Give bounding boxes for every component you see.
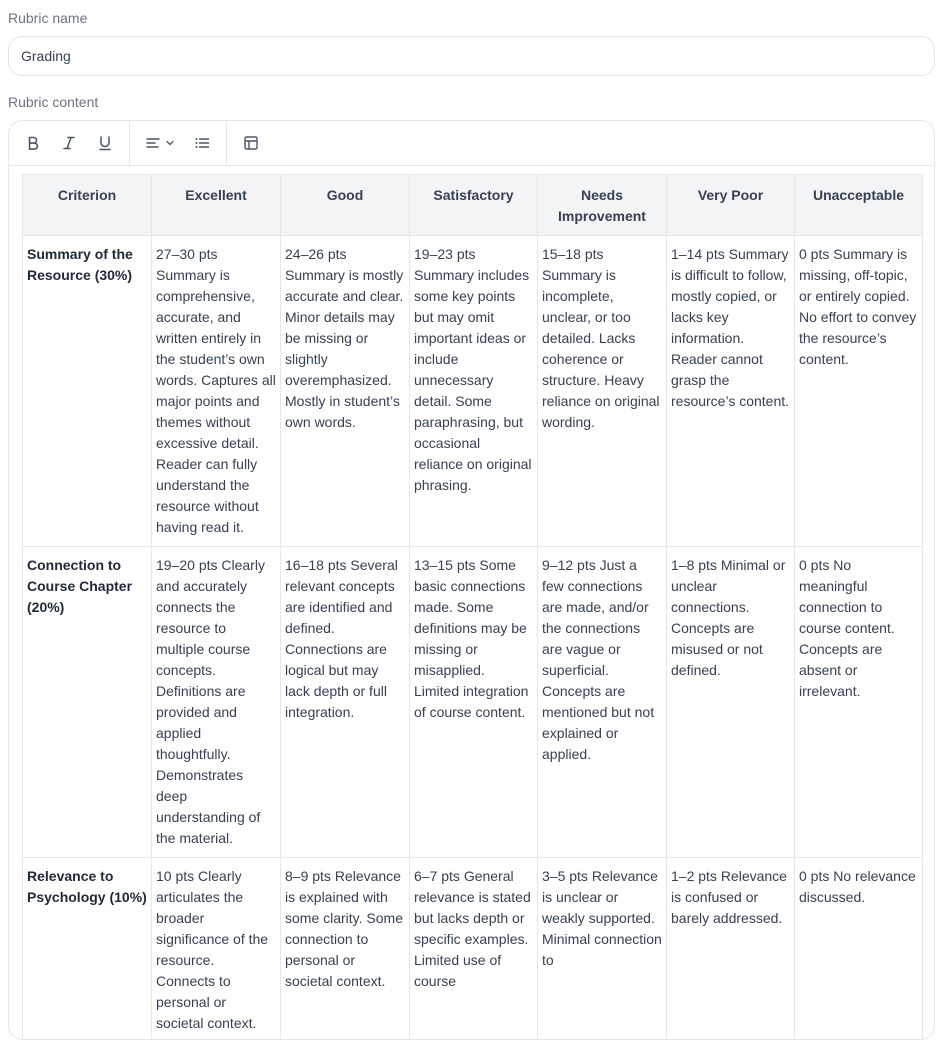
column-header[interactable]: Excellent (152, 175, 281, 236)
bold-button[interactable] (16, 128, 50, 158)
table-cell[interactable]: 0 pts No meaningful connection to course content. Concepts are absent or irrelevant. (795, 547, 923, 858)
table-cell[interactable]: 6–7 pts General relevance is stated but lacks depth or specific examples. Limited use of course (410, 858, 538, 1040)
list-icon (194, 135, 210, 151)
table-cell[interactable]: 8–9 pts Relevance is explained with some clarity. Some connection to personal or societal context. (281, 858, 410, 1040)
table-icon (243, 135, 259, 151)
table-cell[interactable]: 19–23 pts Summary includes some key points but may omit important ideas or include unnecessary detail. Some paraphrasing, but occasional reliance on original phrasing. (410, 236, 538, 547)
table-row (23, 236, 923, 547)
chevron-down-icon (165, 138, 175, 148)
align-dropdown-button[interactable] (137, 128, 183, 158)
table-cell[interactable]: 1–8 pts Minimal or unclear connections. Concepts are misused or not defined. (667, 547, 795, 858)
table-cell[interactable]: 3–5 pts Relevance is unclear or weakly supported. Minimal connection to (538, 858, 667, 1040)
column-header[interactable]: Criterion (23, 175, 152, 236)
table-cell[interactable]: 16–18 pts Several relevant concepts are identified and defined. Connections are logical but may lack depth or full integration. (281, 547, 410, 858)
table-cell[interactable]: 15–18 pts Summary is incomplete, unclear, or too detailed. Lacks coherence or structure. Heavy reliance on original wording. (538, 236, 667, 547)
table-cell[interactable]: 13–15 pts Some basic connections made. Some definitions may be missing or misapplied. Limited integration of course content. (410, 547, 538, 858)
rubric-content-editor[interactable] (8, 120, 935, 1040)
criterion-cell[interactable]: Summary of the Resource (30%) (23, 236, 152, 547)
underline-icon (97, 135, 113, 151)
rubric-content-label: Rubric content (8, 94, 98, 110)
column-header[interactable]: Satisfactory (410, 175, 538, 236)
rubric-name-label: Rubric name (8, 10, 87, 26)
bullet-list-button[interactable] (185, 128, 219, 158)
column-header[interactable]: Unacceptable (795, 175, 923, 236)
column-header[interactable]: Good (281, 175, 410, 236)
editor-toolbar (9, 121, 934, 166)
column-header[interactable]: Very Poor (667, 175, 795, 236)
italic-icon (61, 135, 77, 151)
criterion-cell[interactable]: Relevance to Psychology (10%) (23, 858, 152, 1040)
insert-table-button[interactable] (234, 128, 268, 158)
column-header[interactable]: Needs Improvement (538, 175, 667, 236)
rubric-table-wrapper (9, 166, 934, 1040)
table-header-row (23, 175, 923, 236)
table-cell[interactable]: 24–26 pts Summary is mostly accurate and clear. Minor details may be missing or slightly overemphasized. Mostly in student’s own words. (281, 236, 410, 547)
table-cell[interactable]: 1–2 pts Relevance is confused or barely addressed. (667, 858, 795, 1040)
table-cell[interactable]: 0 pts Summary is missing, off-topic, or entirely copied. No effort to convey the resource’s content. (795, 236, 923, 547)
table-cell[interactable]: 19–20 pts Clearly and accurately connects the resource to multiple course concepts. Definitions are provided and applied thoughtfully. Demonstrates deep understanding of the material. (152, 547, 281, 858)
table-row (23, 858, 923, 1040)
table-cell[interactable]: 10 pts Clearly articulates the broader significance of the resource. Connects to personal or societal context. (152, 858, 281, 1040)
table-row (23, 547, 923, 858)
align-left-icon (145, 135, 161, 151)
rubric-name-input[interactable] (8, 36, 935, 76)
rubric-table (22, 174, 923, 1040)
bold-icon (25, 135, 41, 151)
table-cell[interactable]: 9–12 pts Just a few connections are made, and/or the connections are vague or superficial. Concepts are mentioned but not explained or applied. (538, 547, 667, 858)
underline-button[interactable] (88, 128, 122, 158)
table-cell[interactable]: 27–30 pts Summary is comprehensive, accurate, and written entirely in the student’s own words. Captures all major points and themes without excessive detail. Reader can fully understand the resource without having read it. (152, 236, 281, 547)
criterion-cell[interactable]: Connection to Course Chapter (20%) (23, 547, 152, 858)
italic-button[interactable] (52, 128, 86, 158)
table-cell[interactable]: 1–14 pts Summary is difficult to follow, mostly copied, or lacks key information. Reader cannot grasp the resource’s content. (667, 236, 795, 547)
table-cell[interactable]: 0 pts No relevance discussed. (795, 858, 923, 1040)
